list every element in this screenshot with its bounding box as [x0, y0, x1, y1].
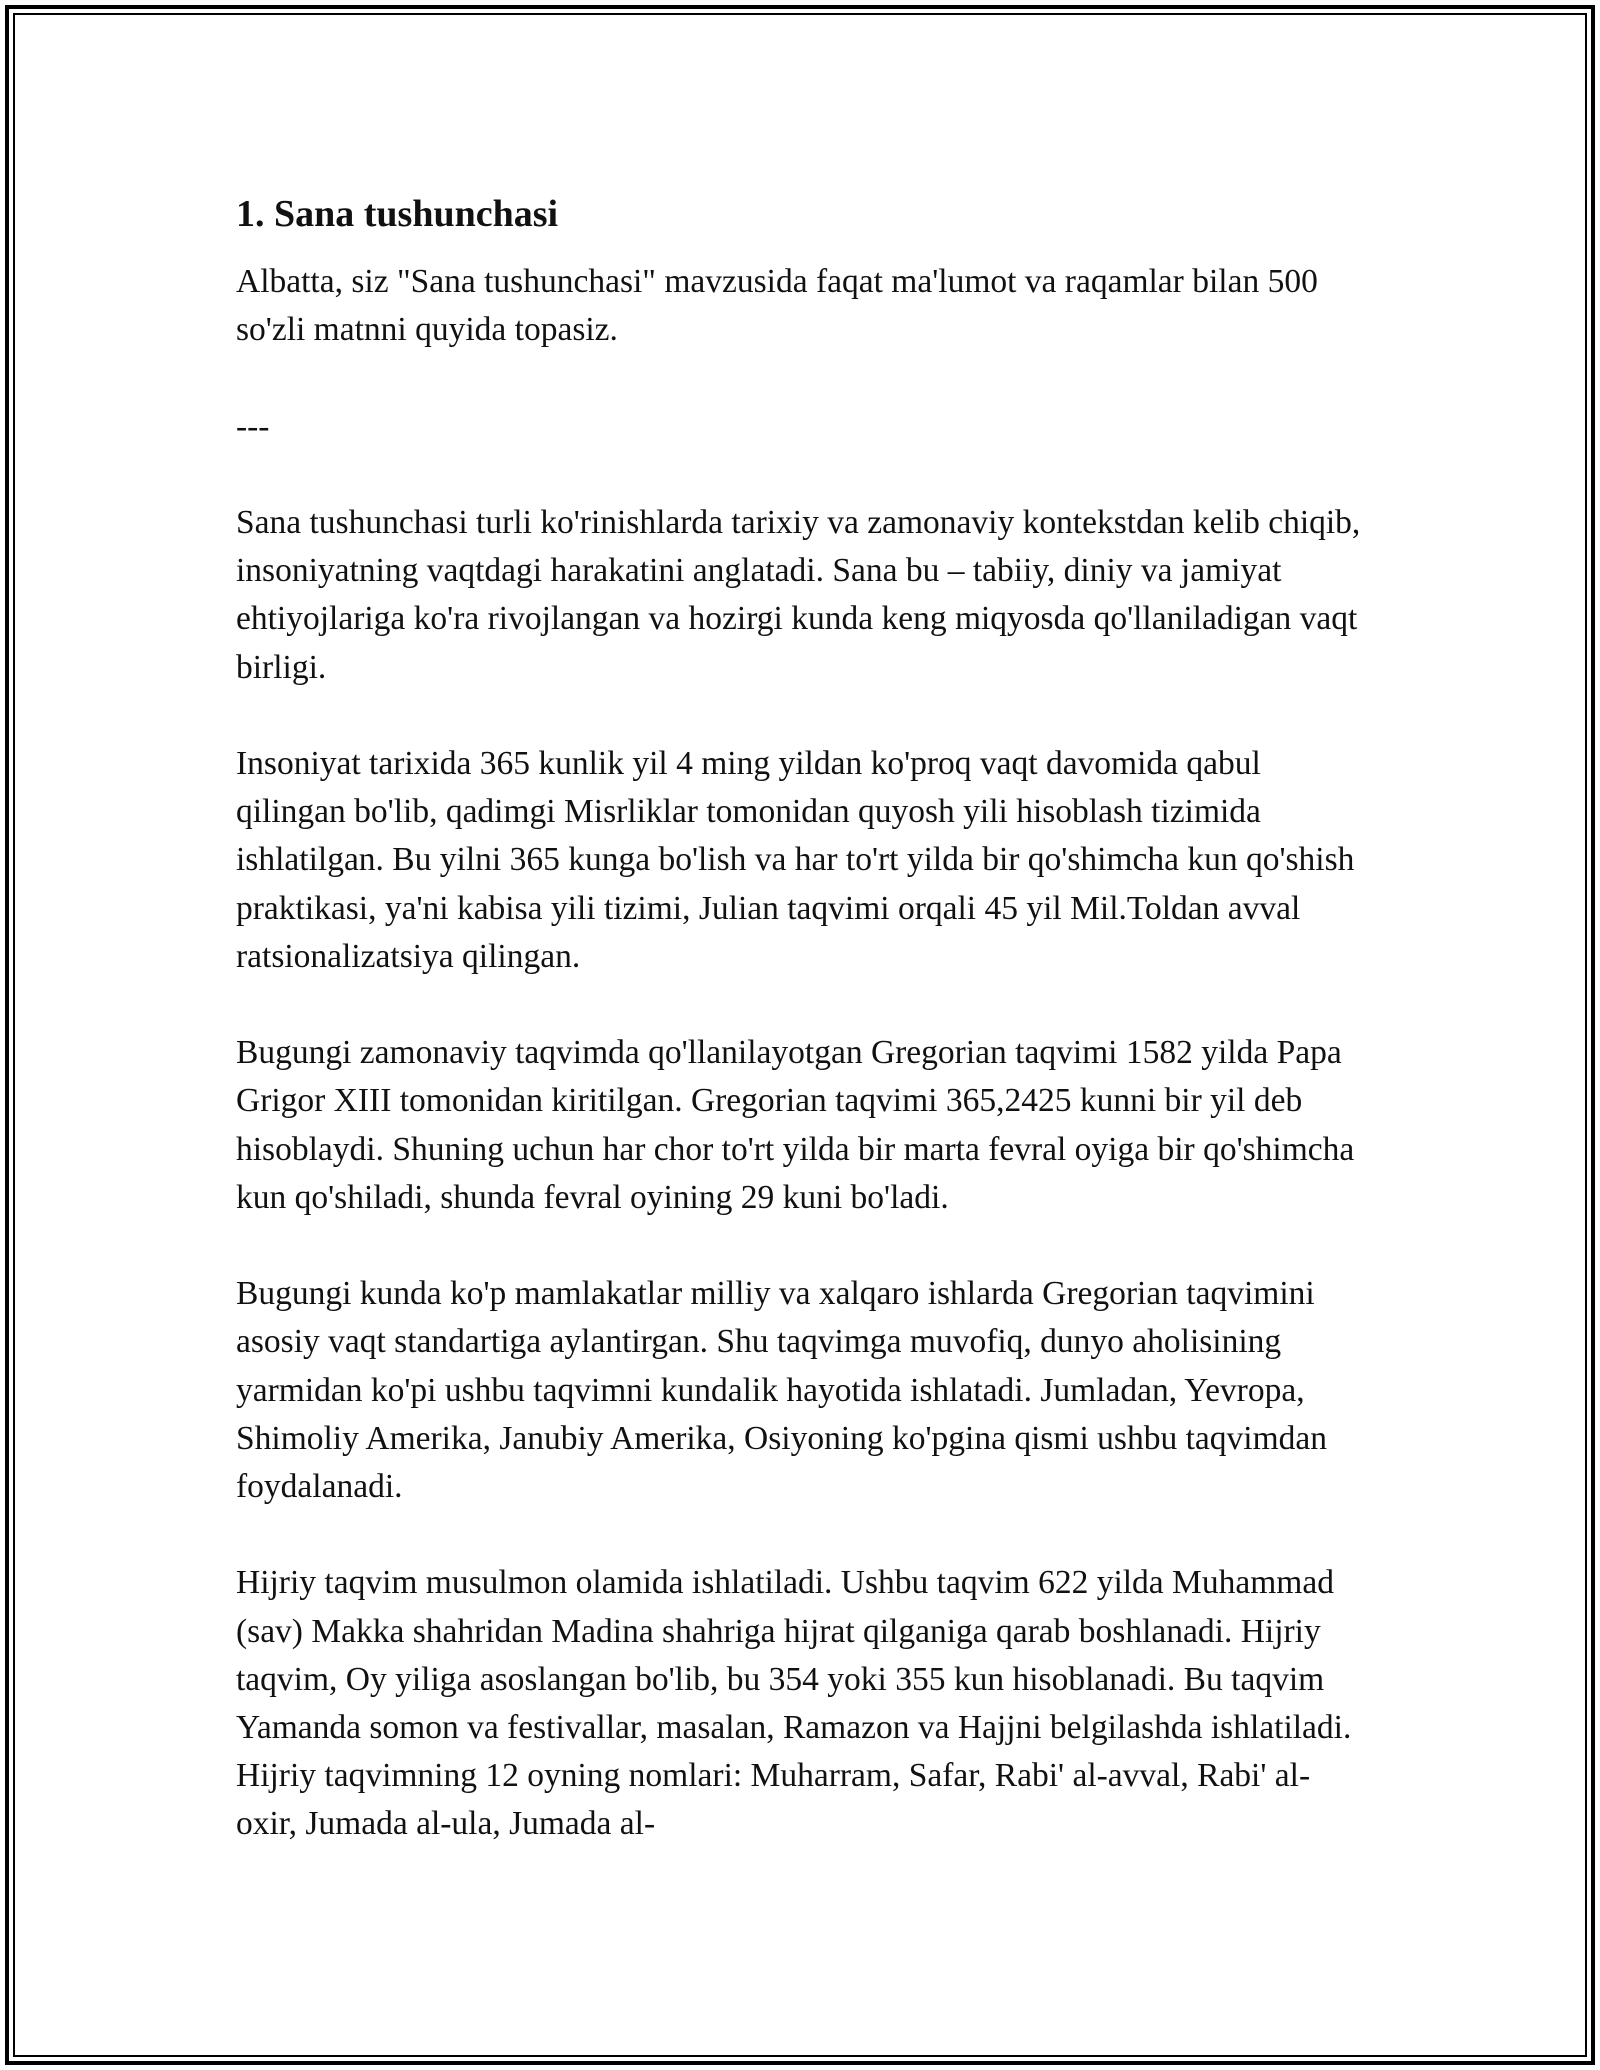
paragraph-hijri: Hijriy taqvim musulmon olamida ishlatiladi. Ushbu taqvim 622 yilda Muhammad (sav) Makka shahridan Madina shahriga hijrat qilganiga qarab boshlanadi. Hijriy taqvim, Oy yiliga asoslangan bo'lib, bu 354 yoki 355 kun hisoblanadi. Bu taqvim Yamanda somon va festivallar, masalan, Ramazon va Hajjni belgilashda ishlatiladi. Hijriy taqvimning 12 oyning nomlari: Muharram, Safar, Rabi' al-avval, Rabi' al-oxir, Jumada al-ula, Jumada al- — [236, 1564, 1352, 1843]
paragraph-history: Insoniyat tarixida 365 kunlik yil 4 ming yildan ko'proq vaqt davomida qabul qilingan bo'lib, qadimgi Misrliklar tomonidan quyosh yili hisoblash tizimida ishlatilgan. Bu yilni 365 kunga bo'lish va har to'rt yilda bir qo'shimcha kun qo'shish praktikasi, ya'ni kabisa yili tizimi, Julian taqvimi orqali 45 yil Mil.Toldan avval ratsionalizatsiya qilingan. — [236, 744, 1355, 975]
intro-paragraph: Albatta, siz "Sana tushunchasi" mavzusida faqat ma'lumot va raqamlar bilan 500 so'zli matnni quyida topasiz. — [236, 263, 1318, 349]
paragraph-definition: Sana tushunchasi turli ko'rinishlarda tarixiy va zamonaviy kontekstdan kelib chiqib, insoniyatning vaqtdagi harakatini anglatadi. Sana bu – tabiiy, diniy va jamiyat ehtiyojlariga ko'ra rivojlangan va hozirgi kunda keng miqyosda qo'llaniladigan vaqt birligi. — [236, 503, 1361, 686]
paragraph-gregorian: Bugungi zamonaviy taqvimda qo'llanilayotgan Gregorian taqvimi 1582 yilda Papa Grigor XIII tomonidan kiritilgan. Gregorian taqvimi 365,2425 kunni bir yil deb hisoblaydi. Shuning uchun har chor to'rt yilda bir marta fevral oyiga bir qo'shimcha kun qo'shiladi, shunda fevral oyining 29 kuni bo'ladi. — [236, 1034, 1355, 1216]
separator-line: --- — [236, 407, 270, 445]
paragraph-usage: Bugungi kunda ko'p mamlakatlar milliy va xalqaro ishlarda Gregorian taqvimini asosiy vaqt standartiga aylantirgan. Shu taqvimga muvofiq, dunyo aholisining yarmidan ko'pi ushbu taqvimni kundalik hayotida ishlatadi. Jumladan, Yevropa, Shimoliy Amerika, Janubiy Amerika, Osiyoning ko'pgina qismi ushbu taqvimdan foydalanadi. — [236, 1275, 1327, 1505]
document-body — [236, 186, 1366, 1849]
section-heading: 1. Sana tushunchasi — [236, 193, 559, 235]
